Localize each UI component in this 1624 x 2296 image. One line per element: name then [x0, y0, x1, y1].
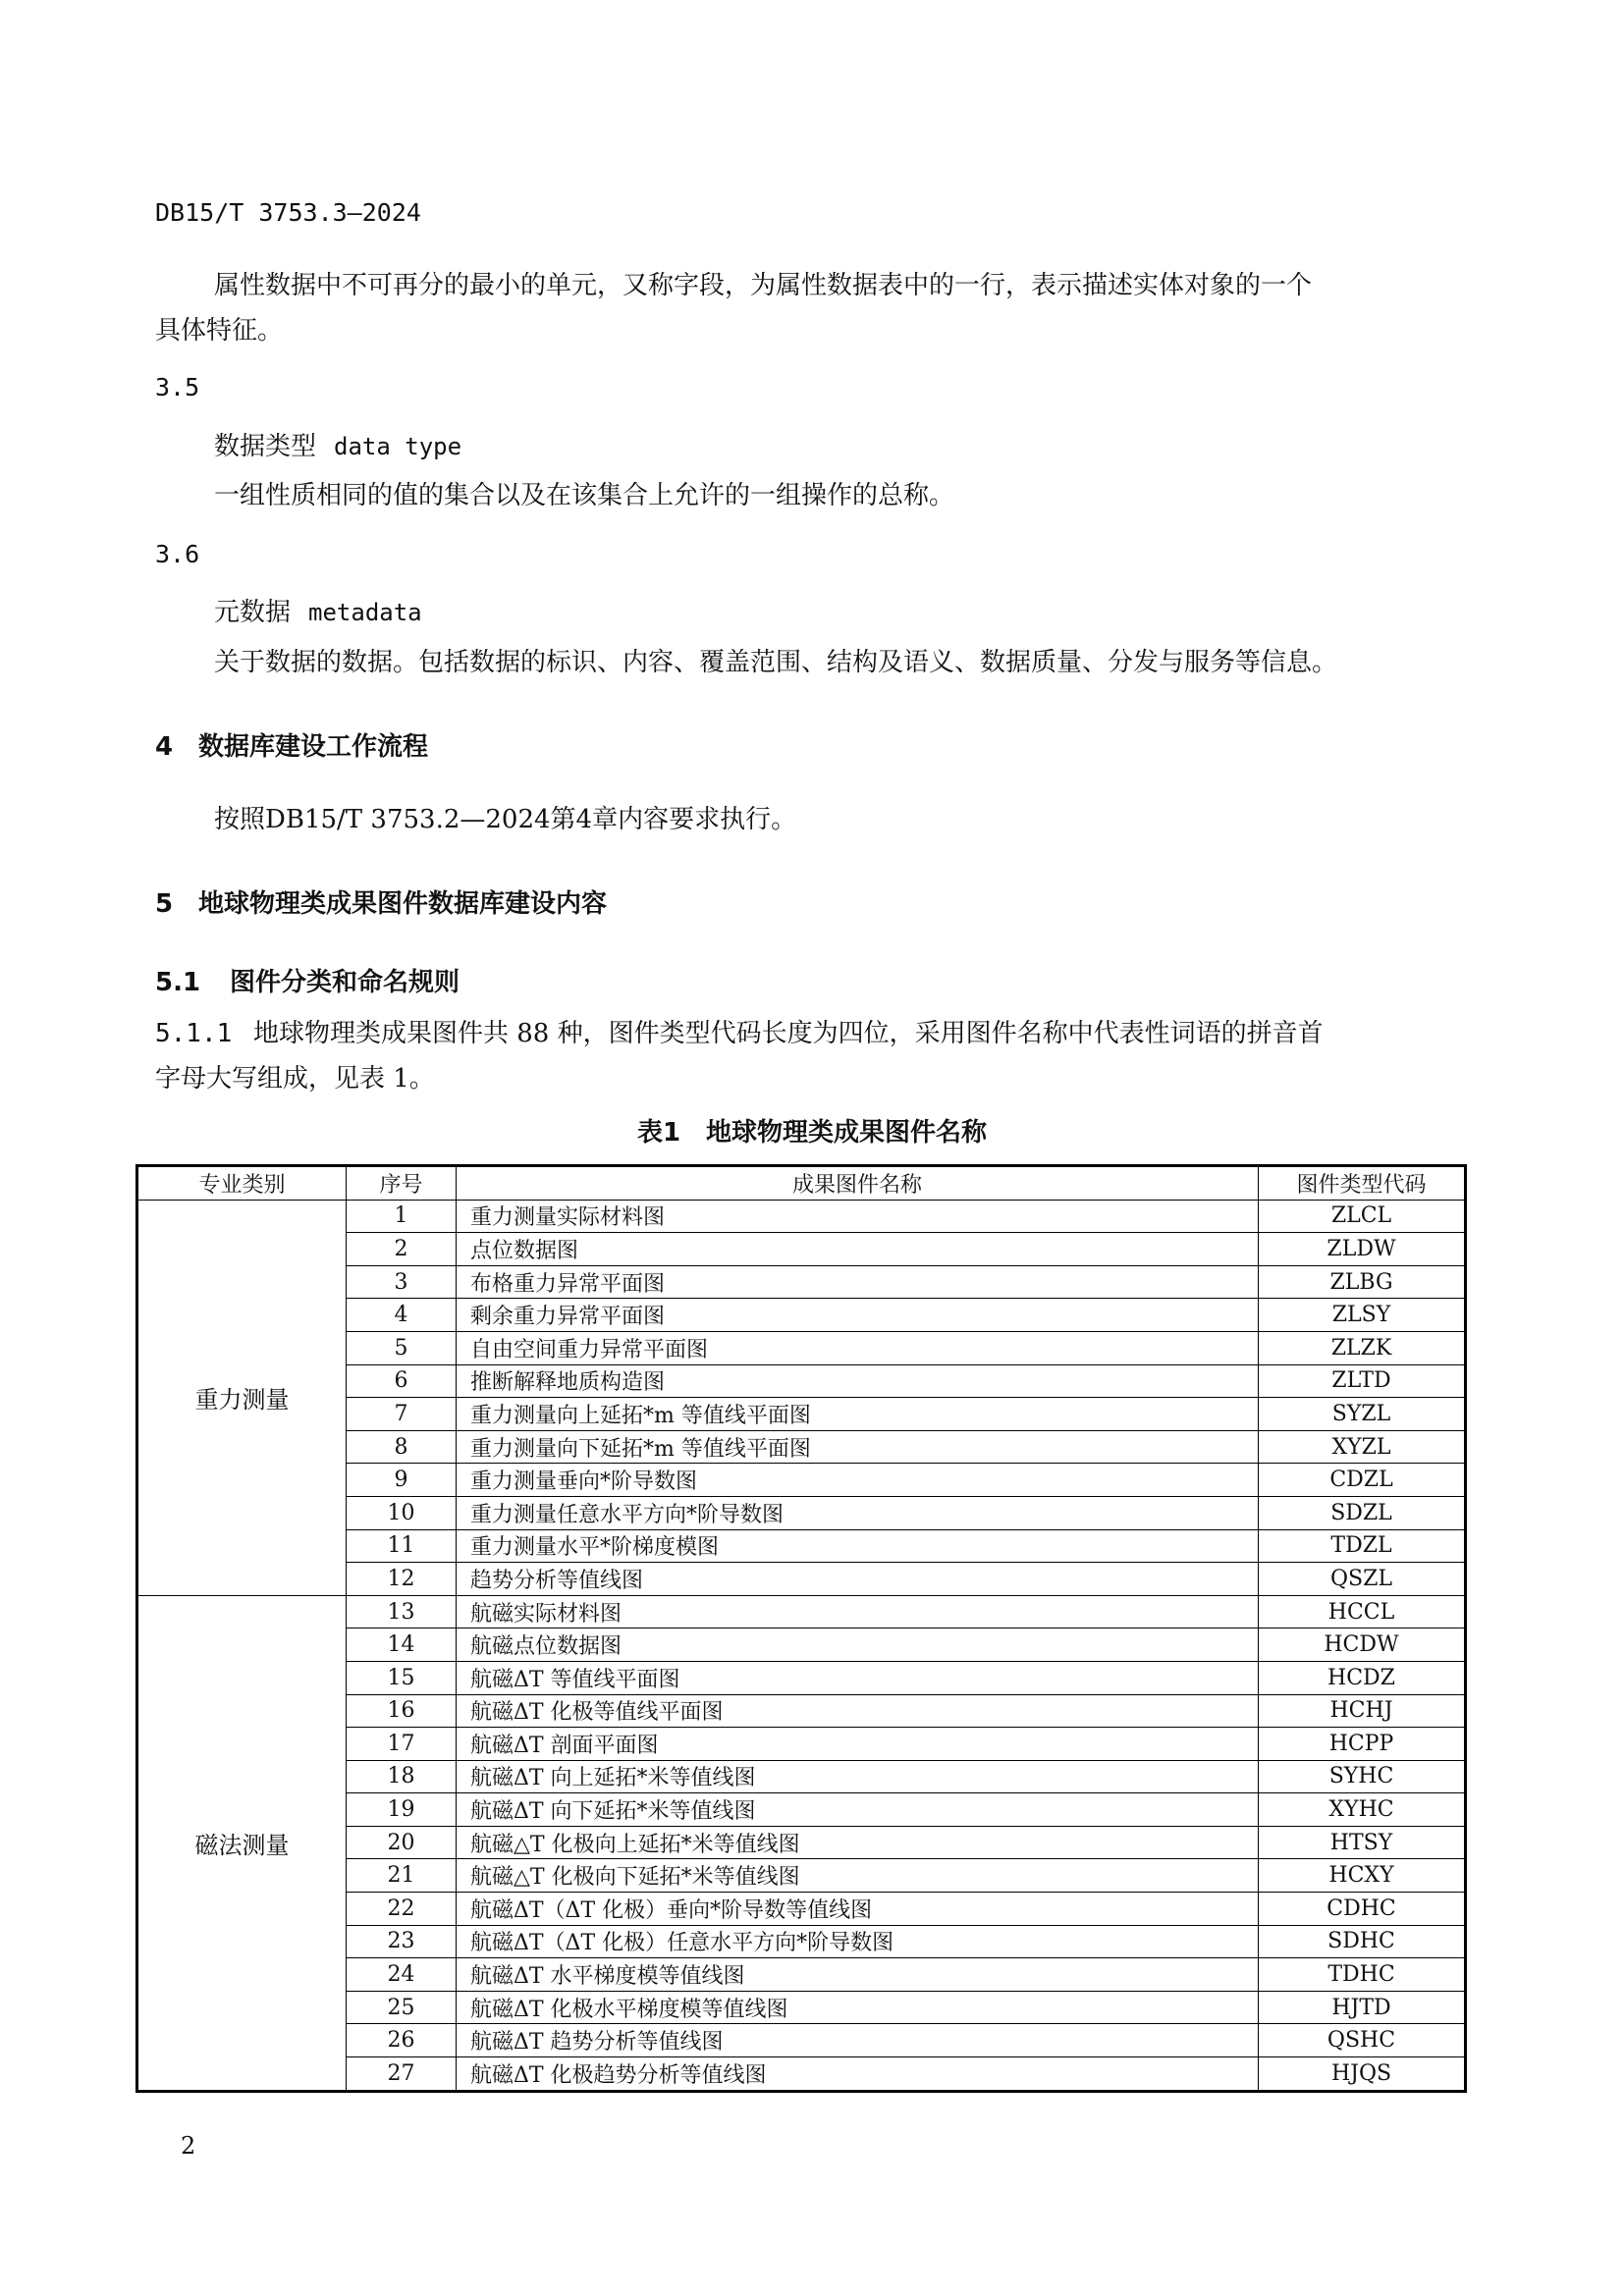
row-number: 10	[347, 1496, 457, 1529]
row-number: 22	[347, 1893, 457, 1926]
type-code: QSZL	[1259, 1563, 1466, 1596]
paragraph-line	[155, 1009, 1324, 1058]
type-code: HCDZ	[1259, 1661, 1466, 1694]
figure-name: 自由空间重力异常平面图	[457, 1331, 1259, 1364]
figure-types-table	[135, 1164, 1467, 2093]
row-number: 11	[347, 1529, 457, 1563]
table-row	[137, 1200, 1466, 1233]
table-row	[137, 1595, 1466, 1629]
figure-name: 航磁点位数据图	[457, 1629, 1259, 1662]
figure-name: 重力测量垂向*阶导数图	[457, 1464, 1259, 1497]
type-code: ZLSY	[1259, 1299, 1466, 1332]
clause-number: 3.6	[155, 540, 200, 568]
figure-name: 航磁△T 化极向上延拓*米等值线图	[457, 1826, 1259, 1859]
term-entry	[214, 426, 461, 462]
row-number: 23	[347, 1925, 457, 1958]
document-code: DB15/T 3753.3—2024	[155, 198, 421, 227]
row-number: 15	[347, 1661, 457, 1694]
term-english: data type	[334, 433, 462, 460]
row-number: 26	[347, 2024, 457, 2057]
section-heading	[155, 726, 428, 763]
row-number: 27	[347, 2057, 457, 2092]
row-number: 4	[347, 1299, 457, 1332]
row-number: 19	[347, 1793, 457, 1827]
figure-name: 航磁ΔT 趋势分析等值线图	[457, 2024, 1259, 2057]
type-code: ZLDW	[1259, 1233, 1466, 1266]
type-code: SDHC	[1259, 1925, 1466, 1958]
figure-name: 重力测量任意水平方向*阶导数图	[457, 1496, 1259, 1529]
row-number: 16	[347, 1694, 457, 1728]
type-code: HJQS	[1259, 2057, 1466, 2092]
section-heading	[155, 883, 607, 920]
clause-number: 5.1.1	[155, 1019, 233, 1048]
row-number: 8	[347, 1430, 457, 1464]
type-code: CDHC	[1259, 1893, 1466, 1926]
clause-number: 3.5	[155, 373, 200, 401]
paragraph-line: 具体特征。	[155, 316, 284, 346]
page-number: 2	[181, 2132, 196, 2160]
type-code: HCHJ	[1259, 1694, 1466, 1728]
figure-name: 布格重力异常平面图	[457, 1265, 1259, 1299]
section-number: 5	[155, 889, 174, 919]
header-number: 序号	[347, 1166, 457, 1201]
subsection-number: 5.1	[155, 968, 201, 997]
figure-name: 航磁ΔT 向下延拓*米等值线图	[457, 1793, 1259, 1827]
type-code: HCXY	[1259, 1859, 1466, 1893]
header-type-code: 图件类型代码	[1259, 1166, 1466, 1201]
row-number: 7	[347, 1398, 457, 1431]
type-code: HTSY	[1259, 1826, 1466, 1859]
term-definition: 关于数据的数据。包括数据的标识、内容、覆盖范围、结构及语义、数据质量、分发与服务等信息。	[214, 648, 1338, 677]
figure-name: 航磁ΔT（ΔT 化极）垂向*阶导数等值线图	[457, 1893, 1259, 1926]
table-header-row	[137, 1166, 1466, 1201]
paragraph-line: 字母大写组成，见表 1。	[155, 1064, 435, 1094]
type-code: HCDW	[1259, 1629, 1466, 1662]
category-cell: 磁法测量	[137, 1595, 347, 2091]
type-code: CDZL	[1259, 1464, 1466, 1497]
term-chinese: 数据类型	[214, 432, 317, 461]
row-number: 14	[347, 1629, 457, 1662]
figure-name: 点位数据图	[457, 1233, 1259, 1266]
figure-name: 航磁△T 化极向下延拓*米等值线图	[457, 1859, 1259, 1893]
type-code: TDZL	[1259, 1529, 1466, 1563]
type-code: HJTD	[1259, 1991, 1466, 2024]
row-number: 13	[347, 1595, 457, 1629]
figure-name: 重力测量实际材料图	[457, 1200, 1259, 1233]
figure-name: 剩余重力异常平面图	[457, 1299, 1259, 1332]
type-code: XYZL	[1259, 1430, 1466, 1464]
section-title: 数据库建设工作流程	[198, 732, 429, 762]
figure-name: 趋势分析等值线图	[457, 1563, 1259, 1596]
figure-name: 航磁ΔT 水平梯度模等值线图	[457, 1958, 1259, 1992]
row-number: 5	[347, 1331, 457, 1364]
row-number: 3	[347, 1265, 457, 1299]
figure-name: 航磁ΔT 向上延拓*米等值线图	[457, 1760, 1259, 1793]
header-category: 专业类别	[137, 1166, 347, 1201]
header-figure-name: 成果图件名称	[457, 1166, 1259, 1201]
figure-name: 航磁ΔT 化极等值线平面图	[457, 1694, 1259, 1728]
row-number: 25	[347, 1991, 457, 2024]
type-code: SYHC	[1259, 1760, 1466, 1793]
row-number: 17	[347, 1728, 457, 1761]
figure-name: 推断解释地质构造图	[457, 1364, 1259, 1398]
subsection-title: 图件分类和命名规则	[230, 968, 460, 997]
type-code: XYHC	[1259, 1793, 1466, 1827]
figure-name: 重力测量向下延拓*m 等值线平面图	[457, 1430, 1259, 1464]
table-caption: 表1 地球物理类成果图件名称	[636, 1118, 988, 1148]
term-chinese: 元数据	[214, 598, 292, 627]
figure-name: 航磁ΔT 化极趋势分析等值线图	[457, 2057, 1259, 2092]
type-code: ZLBG	[1259, 1265, 1466, 1299]
type-code: TDHC	[1259, 1958, 1466, 1992]
paragraph-line: 属性数据中不可再分的最小的单元，又称字段，为属性数据表中的一行，表示描述实体对象的一个	[214, 271, 1313, 300]
term-entry	[214, 592, 422, 628]
row-number: 21	[347, 1859, 457, 1893]
row-number: 20	[347, 1826, 457, 1859]
type-code: ZLTD	[1259, 1364, 1466, 1398]
clause-text: 地球物理类成果图件共 88 种，图件类型代码长度为四位，采用图件名称中代表性词语的拼音首	[253, 1019, 1324, 1048]
figure-name: 航磁ΔT 化极水平梯度模等值线图	[457, 1991, 1259, 2024]
row-number: 18	[347, 1760, 457, 1793]
row-number: 9	[347, 1464, 457, 1497]
row-number: 1	[347, 1200, 457, 1233]
row-number: 24	[347, 1958, 457, 1992]
figure-name: 航磁ΔT 剖面平面图	[457, 1728, 1259, 1761]
figure-name: 航磁ΔT（ΔT 化极）任意水平方向*阶导数图	[457, 1925, 1259, 1958]
figure-name: 重力测量向上延拓*m 等值线平面图	[457, 1398, 1259, 1431]
category-cell: 重力测量	[137, 1200, 347, 1595]
row-number: 2	[347, 1233, 457, 1266]
row-number: 6	[347, 1364, 457, 1398]
figure-name: 重力测量水平*阶梯度模图	[457, 1529, 1259, 1563]
type-code: HCPP	[1259, 1728, 1466, 1761]
row-number: 12	[347, 1563, 457, 1596]
subsection-heading	[155, 962, 460, 998]
term-english: metadata	[308, 599, 422, 626]
term-definition: 一组性质相同的值的集合以及在该集合上允许的一组操作的总称。	[214, 481, 955, 510]
type-code: QSHC	[1259, 2024, 1466, 2057]
figure-name: 航磁ΔT 等值线平面图	[457, 1661, 1259, 1694]
figure-name: 航磁实际材料图	[457, 1595, 1259, 1629]
type-code: HCCL	[1259, 1595, 1466, 1629]
type-code: ZLCL	[1259, 1200, 1466, 1233]
type-code: SDZL	[1259, 1496, 1466, 1529]
paragraph-line: 按照DB15/T 3753.2—2024第4章内容要求执行。	[214, 805, 797, 834]
type-code: ZLZK	[1259, 1331, 1466, 1364]
section-title: 地球物理类成果图件数据库建设内容	[198, 889, 608, 919]
section-number: 4	[155, 732, 174, 762]
type-code: SYZL	[1259, 1398, 1466, 1431]
